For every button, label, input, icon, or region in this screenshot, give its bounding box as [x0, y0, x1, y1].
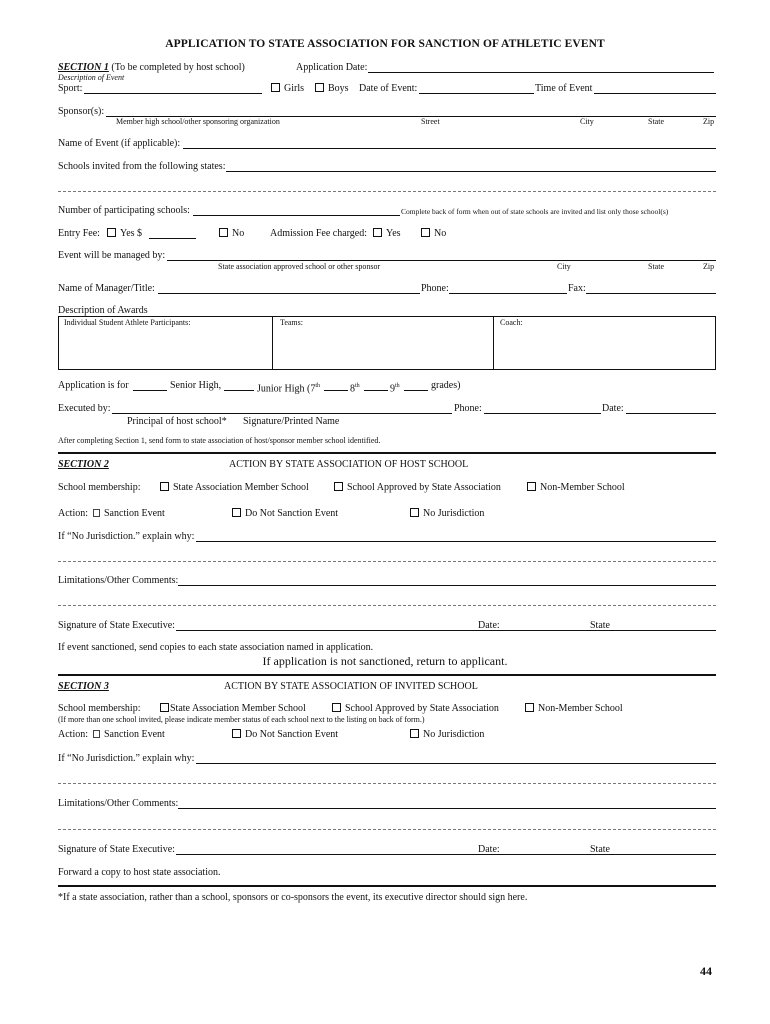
- awards-teams-label: Teams:: [280, 318, 303, 327]
- boys-label: Boys: [328, 83, 349, 94]
- principal-caption: Principal of host school*: [127, 416, 227, 427]
- s3-no-jurisdiction-label: No Jurisdiction: [423, 729, 485, 740]
- s2-do-not-sanction-checkbox[interactable]: [232, 508, 241, 517]
- section3-heading: SECTION 3: [58, 681, 109, 692]
- section2-rule: [58, 452, 716, 454]
- s3-no-jurisdiction-option[interactable]: [410, 729, 484, 741]
- s2-signature-field[interactable]: [176, 630, 716, 631]
- boys-checkbox[interactable]: [315, 83, 324, 92]
- sport-label: Sport:: [58, 83, 83, 94]
- section1-subtitle: (To be completed by host school): [111, 62, 245, 73]
- sport-field[interactable]: [84, 93, 262, 94]
- schools-invited-label: Schools invited from the following states:: [58, 161, 226, 172]
- sponsor-caption-city: City: [580, 117, 594, 126]
- section1-heading: SECTION 1: [58, 62, 109, 73]
- s2-non-member-label: Non-Member School: [540, 482, 625, 493]
- description-of-event-label: Description of Event: [58, 73, 125, 82]
- executed-by-label: Executed by:: [58, 403, 111, 414]
- s2-membership-label: School membership:: [58, 482, 141, 493]
- entry-fee-no-option[interactable]: [219, 228, 244, 240]
- manager-phone-field[interactable]: [449, 293, 567, 294]
- s3-forward-note: Forward a copy to host state association.: [58, 867, 221, 878]
- s2-sanction-checkbox[interactable]: [93, 509, 100, 517]
- time-of-event-label: Time of Event: [535, 83, 593, 94]
- s2-no-jurisdiction-checkbox[interactable]: [410, 508, 419, 517]
- admission-no-label: No: [434, 228, 447, 239]
- entry-fee-amount-field[interactable]: [149, 238, 196, 239]
- name-of-event-field[interactable]: [183, 148, 716, 149]
- awards-divider-1: [272, 316, 273, 370]
- footer-rule: [58, 885, 716, 887]
- managed-by-field[interactable]: [167, 260, 716, 261]
- application-date-field[interactable]: [368, 72, 714, 73]
- entry-fee-yes-checkbox[interactable]: [107, 228, 116, 237]
- awards-coach-label: Coach:: [500, 318, 523, 327]
- s3-approved-checkbox[interactable]: [332, 703, 341, 712]
- awards-teams-field[interactable]: [275, 331, 491, 368]
- senior-high-count-field[interactable]: [133, 390, 167, 391]
- entry-fee-no-checkbox[interactable]: [219, 228, 228, 237]
- s2-explain-field-2[interactable]: [58, 561, 716, 562]
- manager-fax-label: Fax:: [568, 283, 586, 294]
- admission-fee-label: Admission Fee charged:: [270, 228, 368, 239]
- s2-approved-option[interactable]: [334, 482, 501, 494]
- s3-date-label: Date:: [478, 844, 500, 855]
- ninth-label: [390, 380, 400, 395]
- s2-no-jurisdiction-option[interactable]: [410, 508, 484, 520]
- s3-explain-field-2[interactable]: [58, 783, 716, 784]
- schools-invited-field-2[interactable]: [58, 191, 716, 192]
- s2-limitations-label: Limitations/Other Comments:: [58, 575, 179, 586]
- section3-rule: [58, 674, 716, 676]
- girls-option[interactable]: [271, 83, 304, 95]
- managed-caption-state: State: [648, 262, 664, 271]
- time-of-event-field[interactable]: [594, 93, 716, 94]
- managed-caption: State association approved school or other sponsor: [218, 262, 381, 271]
- s2-no-jurisdiction-label: No Jurisdiction: [423, 508, 485, 519]
- awards-coach-field[interactable]: [496, 331, 714, 368]
- admission-yes-label: Yes: [386, 228, 401, 239]
- seventh-grade-field[interactable]: [324, 390, 348, 391]
- s3-non-member-label: Non-Member School: [538, 703, 623, 714]
- sponsors-label: Sponsor(s):: [58, 106, 105, 117]
- eighth-label: [350, 380, 360, 395]
- s3-sanction-option[interactable]: [93, 729, 165, 741]
- sponsor-caption-org: Member high school/other sponsoring organization: [116, 117, 280, 126]
- manager-name-label: Name of Manager/Title:: [58, 283, 155, 294]
- section2-title: ACTION BY STATE ASSOCIATION OF HOST SCHOOL: [229, 459, 469, 470]
- admission-yes-option[interactable]: [373, 228, 401, 240]
- s3-state-member-label: State Association Member School: [170, 703, 306, 714]
- s2-explain-field[interactable]: [196, 541, 716, 542]
- num-schools-label: Number of participating schools:: [58, 205, 190, 216]
- executed-date-field[interactable]: [626, 413, 716, 414]
- s3-do-not-sanction-label: Do Not Sanction Event: [245, 729, 339, 740]
- s3-state-member-checkbox[interactable]: [160, 703, 169, 712]
- executed-date-label: Date:: [602, 403, 624, 414]
- s3-explain-label: If “No Jurisdiction.” explain why:: [58, 753, 195, 764]
- s3-explain-field[interactable]: [196, 763, 716, 764]
- s3-no-jurisdiction-checkbox[interactable]: [410, 729, 419, 738]
- s3-do-not-sanction-option[interactable]: [232, 729, 338, 741]
- seventh-sup: th: [315, 383, 321, 389]
- s2-date-label: Date:: [478, 620, 500, 631]
- s3-approved-label: School Approved by State Association: [345, 703, 499, 714]
- junior-high-label: [257, 380, 320, 395]
- schools-invited-field[interactable]: [226, 171, 716, 172]
- s3-non-member-checkbox[interactable]: [525, 703, 534, 712]
- signature-printed-caption: Signature/Printed Name: [243, 416, 340, 427]
- ninth-sup: th: [395, 383, 400, 389]
- entry-fee-yes-option[interactable]: [107, 228, 142, 240]
- entry-fee-label: Entry Fee:: [58, 228, 100, 239]
- admission-yes-checkbox[interactable]: [373, 228, 382, 237]
- manager-fax-field[interactable]: [586, 293, 716, 294]
- admission-no-checkbox[interactable]: [421, 228, 430, 237]
- eighth-text: 8: [350, 383, 355, 395]
- s2-explain-label: If “No Jurisdiction.” explain why:: [58, 531, 195, 542]
- page-number: 44: [700, 964, 712, 978]
- footnote: *If a state association, rather than a school, sponsors or co-sponsors the event, its executive director should sign here.: [58, 892, 528, 903]
- sponsor-caption-zip: Zip: [703, 117, 715, 126]
- junior-high-count-field[interactable]: [224, 390, 254, 391]
- senior-high-label: Senior High,: [170, 380, 222, 391]
- s2-action-label: Action:: [58, 508, 88, 519]
- s3-membership-note: (If more than one school invited, please indicate member status of each school next to the listing on back of form.): [58, 715, 425, 724]
- managed-caption-city: City: [557, 262, 571, 271]
- date-of-event-label: Date of Event:: [359, 83, 418, 94]
- s3-sanction-label: Sanction Event: [104, 729, 165, 740]
- managed-caption-zip: Zip: [703, 262, 715, 271]
- section3-title: ACTION BY STATE ASSOCIATION OF INVITED SCHOOL: [224, 681, 478, 692]
- s3-non-member-option[interactable]: [525, 703, 623, 715]
- s2-do-not-sanction-label: Do Not Sanction Event: [245, 508, 339, 519]
- sponsor-caption-state: State: [648, 117, 664, 126]
- boys-option[interactable]: [315, 83, 349, 95]
- date-of-event-field[interactable]: [419, 93, 534, 94]
- s3-signature-field[interactable]: [176, 854, 716, 855]
- s3-state-member-option[interactable]: [160, 703, 306, 715]
- s2-limitations-field[interactable]: [178, 585, 716, 586]
- managed-by-label: Event will be managed by:: [58, 250, 166, 261]
- awards-individual-field[interactable]: [60, 331, 270, 368]
- awards-divider-2: [493, 316, 494, 370]
- s2-sanction-option[interactable]: [93, 508, 165, 520]
- s2-do-not-sanction-option[interactable]: [232, 508, 338, 520]
- executed-by-field[interactable]: [112, 413, 452, 414]
- s3-do-not-sanction-checkbox[interactable]: [232, 729, 241, 738]
- junior-high-text: Junior High (7: [257, 383, 316, 395]
- s2-state-member-option[interactable]: [160, 482, 309, 494]
- application-date-label: Application Date:: [296, 62, 368, 73]
- s3-approved-option[interactable]: [332, 703, 499, 715]
- s3-membership-label: School membership:: [58, 703, 141, 714]
- s3-signature-label: Signature of State Executive:: [58, 844, 175, 855]
- s3-limitations-field[interactable]: [178, 808, 716, 809]
- name-of-event-label: Name of Event (if applicable):: [58, 138, 181, 149]
- entry-fee-yes-label: Yes $: [120, 228, 143, 239]
- s2-state-member-checkbox[interactable]: [160, 482, 169, 491]
- admission-no-option[interactable]: [421, 228, 446, 240]
- s3-limitations-label: Limitations/Other Comments:: [58, 798, 179, 809]
- s2-sanction-label: Sanction Event: [104, 508, 165, 519]
- entry-fee-no-label: No: [232, 228, 245, 239]
- grades-label: grades): [431, 380, 461, 391]
- executed-phone-field[interactable]: [484, 413, 601, 414]
- s3-action-label: Action:: [58, 729, 88, 740]
- s2-non-member-checkbox[interactable]: [527, 482, 536, 491]
- awards-label: Description of Awards: [58, 305, 148, 316]
- num-schools-note: Complete back of form when out of state schools are invited and list only those school(s): [401, 207, 669, 216]
- s2-state-member-label: State Association Member School: [173, 482, 309, 493]
- after-completing-note: After completing Section 1, send form to state association of host/sponsor member school identified.: [58, 436, 381, 445]
- s3-state-label: State: [590, 844, 610, 855]
- application-for-label: Application is for: [58, 380, 129, 391]
- eighth-grade-field[interactable]: [364, 390, 388, 391]
- s2-approved-checkbox[interactable]: [334, 482, 343, 491]
- awards-individual-label: Individual Student Athlete Participants:: [64, 318, 191, 327]
- s3-sanction-checkbox[interactable]: [93, 730, 100, 738]
- s2-if-sanctioned-note: If event sanctioned, send copies to each state association named in application.: [58, 642, 374, 653]
- ninth-text: 9: [390, 383, 395, 395]
- s2-limitations-field-2[interactable]: [58, 605, 716, 606]
- section2-heading: SECTION 2: [58, 459, 109, 470]
- girls-label: Girls: [284, 83, 304, 94]
- s2-non-member-option[interactable]: [527, 482, 625, 494]
- form-title: APPLICATION TO STATE ASSOCIATION FOR SANCTION OF ATHLETIC EVENT: [165, 38, 605, 50]
- girls-checkbox[interactable]: [271, 83, 280, 92]
- executed-phone-label: Phone:: [454, 403, 482, 414]
- s2-not-sanctioned-note: If application is not sanctioned, return to applicant.: [262, 654, 508, 668]
- s3-limitations-field-2[interactable]: [58, 829, 716, 830]
- num-schools-field[interactable]: [193, 215, 400, 216]
- s2-state-label: State: [590, 620, 610, 631]
- s2-approved-label: School Approved by State Association: [347, 482, 501, 493]
- manager-name-field[interactable]: [158, 293, 420, 294]
- ninth-grade-field[interactable]: [404, 390, 428, 391]
- eighth-sup: th: [355, 383, 360, 389]
- manager-phone-label: Phone:: [421, 283, 449, 294]
- sponsor-caption-street: Street: [421, 117, 440, 126]
- s2-signature-label: Signature of State Executive:: [58, 620, 175, 631]
